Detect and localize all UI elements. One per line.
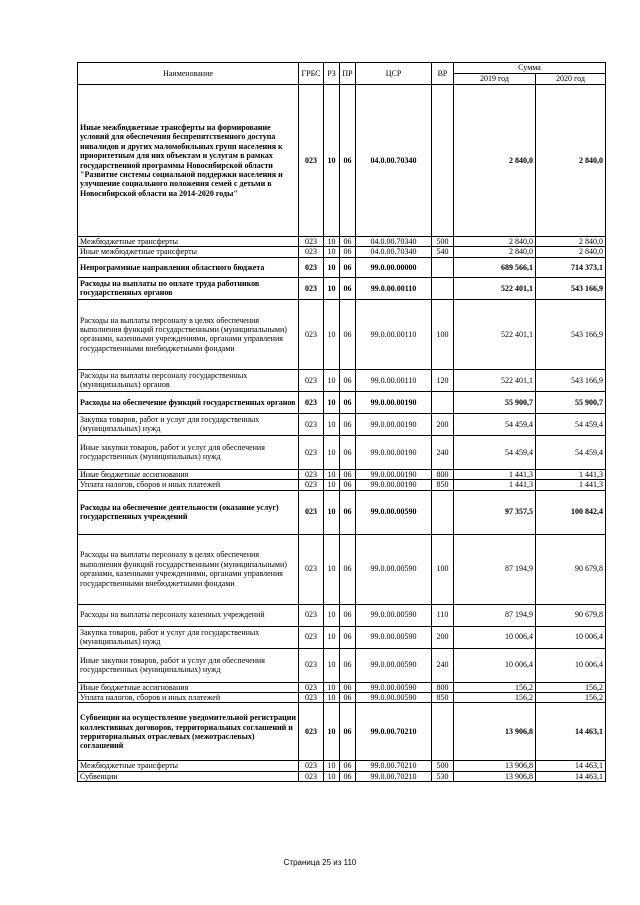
table-row bbox=[78, 703, 606, 761]
cell-grbs: 023 bbox=[299, 693, 324, 703]
header-2020: 2020 год bbox=[536, 74, 606, 85]
cell-csr: 99.0.00.00110 bbox=[356, 277, 432, 299]
cell-csr: 04.0.00.70340 bbox=[356, 237, 432, 247]
cell-csr: 99.0.00.70210 bbox=[356, 703, 432, 761]
cell-vr bbox=[432, 277, 454, 299]
table-row bbox=[78, 85, 606, 237]
cell-2019: 689 566,1 bbox=[454, 257, 536, 277]
cell-pr: 06 bbox=[340, 534, 356, 604]
cell-csr: 99.0.00.00590 bbox=[356, 682, 432, 692]
table-row bbox=[78, 257, 606, 277]
cell-csr: 99.0.00.00190 bbox=[356, 435, 432, 469]
cell-grbs: 023 bbox=[299, 369, 324, 391]
header-2019: 2019 год bbox=[454, 74, 536, 85]
cell-pr: 06 bbox=[340, 703, 356, 761]
cell-pr: 06 bbox=[340, 257, 356, 277]
cell-pr: 06 bbox=[340, 480, 356, 490]
cell-2020: 14 463,1 bbox=[536, 761, 606, 771]
cell-2020: 714 373,1 bbox=[536, 257, 606, 277]
cell-name: Уплата налогов, сборов и иных платежей bbox=[78, 480, 299, 490]
cell-grbs: 023 bbox=[299, 480, 324, 490]
cell-rz: 10 bbox=[324, 648, 340, 682]
cell-2019: 54 459,4 bbox=[454, 435, 536, 469]
cell-2019: 156,2 bbox=[454, 693, 536, 703]
cell-2019: 522 401,1 bbox=[454, 277, 536, 299]
cell-grbs: 023 bbox=[299, 391, 324, 413]
cell-2019: 87 194,9 bbox=[454, 534, 536, 604]
cell-pr: 06 bbox=[340, 299, 356, 369]
cell-csr: 99.0.00.00590 bbox=[356, 604, 432, 626]
cell-rz: 10 bbox=[324, 604, 340, 626]
cell-name: Иные бюджетные ассигнования bbox=[78, 682, 299, 692]
cell-grbs: 023 bbox=[299, 257, 324, 277]
cell-name: Расходы на выплаты персоналу казенных учреждений bbox=[78, 604, 299, 626]
cell-pr: 06 bbox=[340, 413, 356, 435]
cell-vr bbox=[432, 391, 454, 413]
cell-pr: 06 bbox=[340, 435, 356, 469]
cell-2019: 10 006,4 bbox=[454, 648, 536, 682]
cell-csr: 99.0.00.00000 bbox=[356, 257, 432, 277]
cell-name: Иные межбюджетные трансферты bbox=[78, 247, 299, 257]
cell-grbs: 023 bbox=[299, 237, 324, 247]
cell-name: Субвенции bbox=[78, 771, 299, 781]
cell-vr bbox=[432, 703, 454, 761]
cell-vr: 110 bbox=[432, 604, 454, 626]
table-row bbox=[78, 604, 606, 626]
cell-2020: 1 441,3 bbox=[536, 469, 606, 479]
cell-2020: 2 840,0 bbox=[536, 237, 606, 247]
cell-pr: 06 bbox=[340, 85, 356, 237]
cell-grbs: 023 bbox=[299, 299, 324, 369]
cell-name: Иные межбюджетные трансферты на формирование условий для обеспечения беспрепятственного доступа инвалидов и других маломобильных групп населения к приоритетным для них объектам и услугам в рамках государственной программы Новосибирской области "Развитие системы социальной поддержки населения и улучшение социального положения семей с детьми в Новосибирской области на 2014-2020 годы" bbox=[78, 85, 299, 237]
cell-2019: 2 840,0 bbox=[454, 237, 536, 247]
cell-vr bbox=[432, 490, 454, 534]
budget-table bbox=[77, 62, 606, 782]
cell-grbs: 023 bbox=[299, 761, 324, 771]
table-row bbox=[78, 693, 606, 703]
cell-csr: 99.0.00.00190 bbox=[356, 469, 432, 479]
header-csr: ЦСР bbox=[356, 63, 432, 85]
cell-2020: 2 840,0 bbox=[536, 247, 606, 257]
cell-2020: 90 679,8 bbox=[536, 534, 606, 604]
cell-2019: 2 840,0 bbox=[454, 247, 536, 257]
cell-2020: 54 459,4 bbox=[536, 413, 606, 435]
cell-2020: 10 006,4 bbox=[536, 626, 606, 648]
table-row bbox=[78, 369, 606, 391]
table-row bbox=[78, 247, 606, 257]
cell-rz: 10 bbox=[324, 391, 340, 413]
cell-pr: 06 bbox=[340, 369, 356, 391]
cell-2020: 1 441,3 bbox=[536, 480, 606, 490]
table-row bbox=[78, 299, 606, 369]
cell-vr: 100 bbox=[432, 534, 454, 604]
cell-vr: 240 bbox=[432, 648, 454, 682]
cell-2020: 100 842,4 bbox=[536, 490, 606, 534]
cell-2020: 14 463,1 bbox=[536, 703, 606, 761]
cell-2020: 156,2 bbox=[536, 682, 606, 692]
cell-2019: 1 441,3 bbox=[454, 480, 536, 490]
cell-pr: 06 bbox=[340, 237, 356, 247]
cell-rz: 10 bbox=[324, 703, 340, 761]
cell-csr: 04.0.00.70340 bbox=[356, 85, 432, 237]
cell-2019: 2 840,0 bbox=[454, 85, 536, 237]
cell-rz: 10 bbox=[324, 369, 340, 391]
table-row bbox=[78, 490, 606, 534]
cell-2020: 543 166,9 bbox=[536, 299, 606, 369]
cell-csr: 99.0.00.70210 bbox=[356, 771, 432, 781]
cell-csr: 99.0.00.00110 bbox=[356, 299, 432, 369]
cell-grbs: 023 bbox=[299, 247, 324, 257]
cell-name: Расходы на обеспечение деятельности (оказание услуг) государственных учреждений bbox=[78, 490, 299, 534]
cell-vr: 540 bbox=[432, 247, 454, 257]
cell-2019: 522 401,1 bbox=[454, 369, 536, 391]
cell-rz: 10 bbox=[324, 277, 340, 299]
cell-csr: 99.0.00.00590 bbox=[356, 626, 432, 648]
cell-2019: 97 357,5 bbox=[454, 490, 536, 534]
cell-vr: 500 bbox=[432, 237, 454, 247]
cell-csr: 99.0.00.70210 bbox=[356, 761, 432, 771]
cell-2019: 54 459,4 bbox=[454, 413, 536, 435]
table-row bbox=[78, 771, 606, 781]
table-row bbox=[78, 237, 606, 247]
cell-2019: 13 906,8 bbox=[454, 703, 536, 761]
cell-2020: 2 840,0 bbox=[536, 85, 606, 237]
cell-name: Расходы на выплаты по оплате труда работников государственных органов bbox=[78, 277, 299, 299]
cell-2019: 522 401,1 bbox=[454, 299, 536, 369]
header-rz: РЗ bbox=[324, 63, 340, 85]
cell-pr: 06 bbox=[340, 693, 356, 703]
table-row bbox=[78, 413, 606, 435]
cell-vr: 120 bbox=[432, 369, 454, 391]
cell-rz: 10 bbox=[324, 534, 340, 604]
header-vr: ВР bbox=[432, 63, 454, 85]
cell-vr bbox=[432, 85, 454, 237]
cell-csr: 99.0.00.00190 bbox=[356, 480, 432, 490]
cell-rz: 10 bbox=[324, 435, 340, 469]
cell-pr: 06 bbox=[340, 682, 356, 692]
page-footer: Страница 25 из 110 bbox=[283, 858, 357, 867]
cell-2020: 90 679,8 bbox=[536, 604, 606, 626]
cell-csr: 04.0.00.70340 bbox=[356, 247, 432, 257]
cell-2020: 543 166,9 bbox=[536, 369, 606, 391]
cell-grbs: 023 bbox=[299, 703, 324, 761]
cell-name: Межбюджетные трансферты bbox=[78, 237, 299, 247]
cell-name: Иные закупки товаров, работ и услуг для обеспечения государственных (муниципальных) нужд bbox=[78, 435, 299, 469]
cell-2019: 87 194,9 bbox=[454, 604, 536, 626]
cell-rz: 10 bbox=[324, 761, 340, 771]
cell-vr: 800 bbox=[432, 682, 454, 692]
cell-grbs: 023 bbox=[299, 626, 324, 648]
cell-rz: 10 bbox=[324, 469, 340, 479]
cell-2019: 55 900,7 bbox=[454, 391, 536, 413]
cell-name: Непрограммные направления областного бюджета bbox=[78, 257, 299, 277]
header-name: Наименование bbox=[78, 63, 299, 85]
cell-pr: 06 bbox=[340, 648, 356, 682]
cell-pr: 06 bbox=[340, 469, 356, 479]
cell-2019: 10 006,4 bbox=[454, 626, 536, 648]
cell-grbs: 023 bbox=[299, 604, 324, 626]
cell-name: Иные закупки товаров, работ и услуг для обеспечения государственных (муниципальных) нужд bbox=[78, 648, 299, 682]
cell-2019: 156,2 bbox=[454, 682, 536, 692]
cell-rz: 10 bbox=[324, 682, 340, 692]
cell-grbs: 023 bbox=[299, 469, 324, 479]
cell-csr: 99.0.00.00190 bbox=[356, 391, 432, 413]
cell-2020: 55 900,7 bbox=[536, 391, 606, 413]
cell-2020: 156,2 bbox=[536, 693, 606, 703]
cell-2019: 13 906,8 bbox=[454, 771, 536, 781]
cell-rz: 10 bbox=[324, 299, 340, 369]
cell-2019: 13 906,8 bbox=[454, 761, 536, 771]
cell-rz: 10 bbox=[324, 413, 340, 435]
cell-pr: 06 bbox=[340, 761, 356, 771]
cell-grbs: 023 bbox=[299, 85, 324, 237]
cell-2019: 1 441,3 bbox=[454, 469, 536, 479]
table-row bbox=[78, 682, 606, 692]
table-row bbox=[78, 435, 606, 469]
cell-grbs: 023 bbox=[299, 413, 324, 435]
cell-rz: 10 bbox=[324, 237, 340, 247]
cell-vr: 800 bbox=[432, 469, 454, 479]
cell-vr: 530 bbox=[432, 771, 454, 781]
cell-csr: 99.0.00.00590 bbox=[356, 534, 432, 604]
cell-grbs: 023 bbox=[299, 435, 324, 469]
cell-vr: 100 bbox=[432, 299, 454, 369]
cell-rz: 10 bbox=[324, 626, 340, 648]
cell-grbs: 023 bbox=[299, 648, 324, 682]
cell-rz: 10 bbox=[324, 693, 340, 703]
cell-pr: 06 bbox=[340, 490, 356, 534]
cell-pr: 06 bbox=[340, 626, 356, 648]
cell-vr: 200 bbox=[432, 413, 454, 435]
cell-name: Расходы на выплаты персоналу государственных (муниципальных) органов bbox=[78, 369, 299, 391]
cell-pr: 06 bbox=[340, 604, 356, 626]
cell-csr: 99.0.00.00590 bbox=[356, 693, 432, 703]
header-pr: ПР bbox=[340, 63, 356, 85]
cell-pr: 06 bbox=[340, 391, 356, 413]
cell-rz: 10 bbox=[324, 490, 340, 534]
cell-name: Межбюджетные трансферты bbox=[78, 761, 299, 771]
cell-pr: 06 bbox=[340, 277, 356, 299]
table-row bbox=[78, 480, 606, 490]
cell-csr: 99.0.00.00590 bbox=[356, 648, 432, 682]
cell-2020: 14 463,1 bbox=[536, 771, 606, 781]
cell-rz: 10 bbox=[324, 480, 340, 490]
cell-grbs: 023 bbox=[299, 682, 324, 692]
cell-rz: 10 bbox=[324, 257, 340, 277]
table-row bbox=[78, 469, 606, 479]
cell-vr: 500 bbox=[432, 761, 454, 771]
header-sum: Сумма bbox=[454, 63, 606, 74]
cell-grbs: 023 bbox=[299, 771, 324, 781]
cell-vr: 850 bbox=[432, 693, 454, 703]
table-row bbox=[78, 626, 606, 648]
cell-name: Закупка товаров, работ и услуг для государственных (муниципальных) нужд bbox=[78, 626, 299, 648]
cell-name: Иные бюджетные ассигнования bbox=[78, 469, 299, 479]
cell-pr: 06 bbox=[340, 247, 356, 257]
cell-2020: 543 166,9 bbox=[536, 277, 606, 299]
cell-name: Расходы на выплаты персоналу в целях обеспечения выполнения функций государственными (муниципальными) органами, казенными учреждениями, органами управления государственными внебюджетными фондами bbox=[78, 299, 299, 369]
cell-rz: 10 bbox=[324, 771, 340, 781]
cell-rz: 10 bbox=[324, 247, 340, 257]
cell-pr: 06 bbox=[340, 771, 356, 781]
cell-csr: 99.0.00.00590 bbox=[356, 490, 432, 534]
cell-vr: 240 bbox=[432, 435, 454, 469]
cell-name: Уплата налогов, сборов и иных платежей bbox=[78, 693, 299, 703]
cell-2020: 10 006,4 bbox=[536, 648, 606, 682]
table-row bbox=[78, 761, 606, 771]
table-row bbox=[78, 277, 606, 299]
cell-rz: 10 bbox=[324, 85, 340, 237]
cell-name: Расходы на обеспечение функций государственных органов bbox=[78, 391, 299, 413]
table-row bbox=[78, 391, 606, 413]
table-body bbox=[78, 85, 606, 782]
cell-csr: 99.0.00.00110 bbox=[356, 369, 432, 391]
cell-vr: 200 bbox=[432, 626, 454, 648]
cell-grbs: 023 bbox=[299, 490, 324, 534]
cell-name: Закупка товаров, работ и услуг для государственных (муниципальных) нужд bbox=[78, 413, 299, 435]
cell-grbs: 023 bbox=[299, 534, 324, 604]
cell-vr bbox=[432, 257, 454, 277]
cell-grbs: 023 bbox=[299, 277, 324, 299]
header-grbs: ГРБС bbox=[299, 63, 324, 85]
table-row bbox=[78, 648, 606, 682]
cell-csr: 99.0.00.00190 bbox=[356, 413, 432, 435]
cell-name: Расходы на выплаты персоналу в целях обеспечения выполнения функций государственными (муниципальными) органами, казенными учреждениями, органами управления государственными внебюджетными фондами bbox=[78, 534, 299, 604]
cell-vr: 850 bbox=[432, 480, 454, 490]
table-row bbox=[78, 534, 606, 604]
cell-2020: 54 459,4 bbox=[536, 435, 606, 469]
cell-name: Субвенции на осуществление уведомительной регистрации коллективных договоров, территориальных соглашений и территориальных отраслевых (межотраслевых) соглашений bbox=[78, 703, 299, 761]
